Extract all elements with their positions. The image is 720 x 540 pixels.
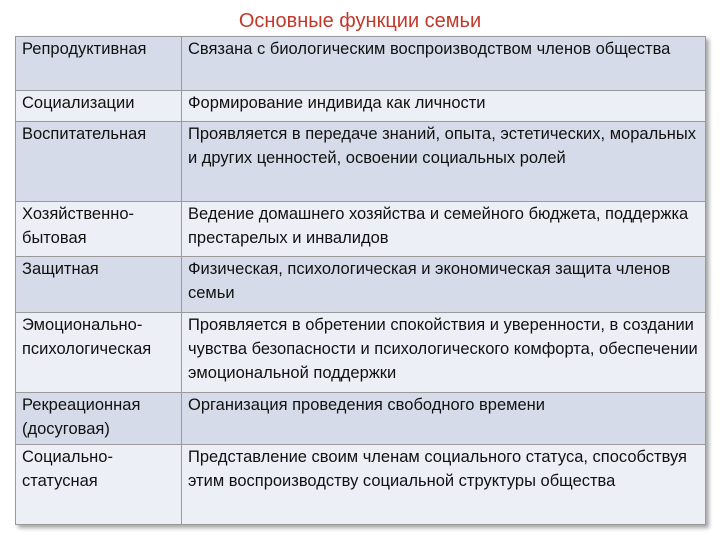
table-row	[16, 257, 706, 313]
function-description: Физическая, психологическая и экономическая защита членов семьи	[182, 257, 706, 313]
table-row	[16, 37, 706, 91]
table-row	[16, 202, 706, 257]
function-name: Социально-статусная	[16, 445, 182, 525]
function-name: Репродуктивная	[16, 37, 182, 91]
table-row	[16, 91, 706, 122]
function-name: Воспитательная	[16, 122, 182, 202]
function-description: Связана с биологическим воспроизводством членов общества	[182, 37, 706, 91]
table-row	[16, 313, 706, 393]
family-functions-table	[15, 36, 706, 525]
table-row	[16, 122, 706, 202]
function-description: Организация проведения свободного времени	[182, 393, 706, 445]
function-description: Представление своим членам социального статуса, способствуя этим воспроизводству социальной структуры общества	[182, 445, 706, 525]
function-description: Проявляется в передаче знаний, опыта, эстетических, моральных и других ценностей, освоении социальных ролей	[182, 122, 706, 202]
table-row	[16, 393, 706, 445]
page-title: Основные функции семьи	[238, 10, 482, 32]
function-description: Формирование индивида как личности	[182, 91, 706, 122]
function-name: Рекреационная (досуговая)	[16, 393, 182, 445]
function-description: Проявляется в обретении спокойствия и уверенности, в создании чувства безопасности и психологического комфорта, обеспечении эмоциональной поддержки	[182, 313, 706, 393]
table-row	[16, 445, 706, 525]
function-name: Эмоционально-психологическая	[16, 313, 182, 393]
function-name: Хозяйственно-бытовая	[16, 202, 182, 257]
function-name: Социализации	[16, 91, 182, 122]
function-name: Защитная	[16, 257, 182, 313]
function-description: Ведение домашнего хозяйства и семейного бюджета, поддержка престарелых и инвалидов	[182, 202, 706, 257]
